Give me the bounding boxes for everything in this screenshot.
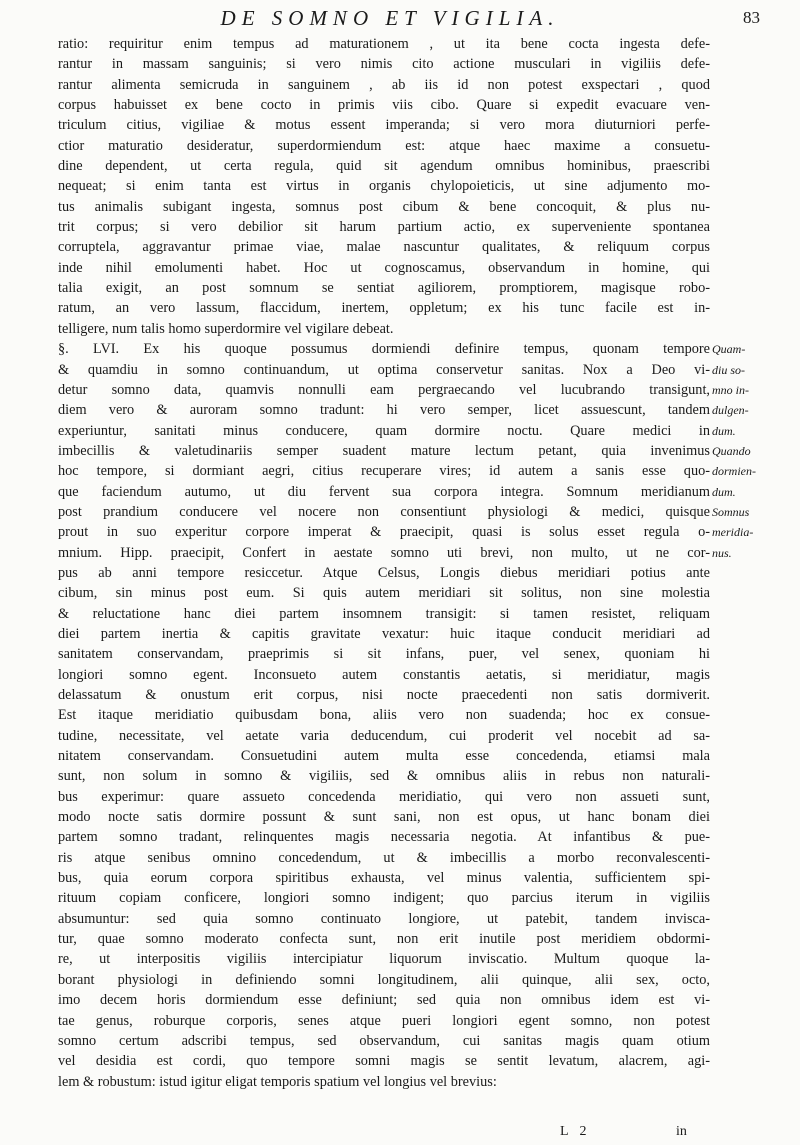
- body-text: [58, 34, 710, 1092]
- text-line: modo nocte satis dormire possunt & sunt sani, non est opus, ut hanc bonam diei: [58, 809, 710, 826]
- margin-note: Quam-: [712, 342, 746, 357]
- text-line: nitatem conservandam. Consuetudini autem multa esse concedenda, etiamsi mala: [58, 748, 710, 765]
- text-line: Est itaque meridiatio quibusdam bona, aliis vero non suadenda; hoc ex consue-: [58, 707, 710, 724]
- text-line: rantur alimenta semicruda in sanguinem , ab iis id non potest exspectari , quod: [58, 76, 710, 93]
- text-line: ctior maturatio desideratur, superdormiendum est: atque haec maxime a consuetu-: [58, 137, 710, 154]
- text-line: experiuntur, sanitati minus conducere, quam dormire noctu. Quare medici in: [58, 422, 710, 439]
- margin-note: Somnus: [712, 505, 750, 520]
- text-line: corpus habuisset ex bene cocto in primis viis cibo. Quare si expedit evacuare ven-: [58, 97, 710, 114]
- text-line: mnium. Hipp. praecipit, Confert in aestate somno uti brevi, non multo, ut ne cor-: [58, 544, 710, 561]
- page-number: 83: [743, 8, 760, 27]
- text-line: ratio: requiritur enim tempus ad maturationem , ut ita bene cocta ingesta defe-: [58, 36, 710, 52]
- text-line: & quamdiu in somno continuandum, ut optima conservetur sanitas. Nox a Deo vi-: [58, 361, 710, 378]
- text-line: sanitatem conservandam, praeprimis si sit infans, puer, vel senex, quoniam hi: [58, 646, 710, 663]
- text-line: rantur in massam sanguinis; si vero nimis cito actione musculari in vigiliis defe-: [58, 56, 710, 73]
- text-line: rituum copiam conficere, longiori somno indigent; quo parcius iterum in vigiliis: [58, 890, 710, 907]
- text-line: sunt, non solum in somno & vigiliis, sed & omnibus aliis in rebus non naturali-: [58, 768, 710, 785]
- text-line: cibum, sin minus post eum. Si quis autem meridiari sit solitus, non sine molestia: [58, 585, 710, 602]
- text-line: imo decem horis dormiendum esse definiunt; sed quia non omnibus idem est vi-: [58, 992, 710, 1009]
- text-line: nequeat; si enim tanta est virtus in organis chylopoieticis, ut sine adjumento mo-: [58, 178, 710, 195]
- text-line: & reluctatione hanc diei partem insomnem transigit: si tamen resistet, reliquam: [58, 605, 710, 622]
- margin-note: diu so-: [712, 362, 745, 377]
- running-head: [100, 6, 760, 36]
- margin-note: dum.: [712, 423, 736, 438]
- text-line: triculum citius, vigiliae & motus essent imperanda; si vero mora diuturniori perfe-: [58, 117, 710, 134]
- text-line: talia exigit, an post somnum se sentiat agiliorem, promptiorem, magisque robo-: [58, 280, 710, 297]
- text-line: somno certum adscribi tempus, sed observandum, cui sanitas magis quam otium: [58, 1032, 710, 1049]
- text-line: tudine, necessitate, vel aetate varia deducendum, cui proderit vel nocebit ad sa-: [58, 727, 710, 744]
- text-line: partem somno tradant, relinquentes magis necessaria negotia. At infantibus & pue-: [58, 829, 710, 846]
- margin-note: meridia-: [712, 525, 754, 540]
- text-line: hoc tempore, si dormiant aegri, citius recuperare vires; id autem a sanis esse quo-: [58, 463, 710, 480]
- text-line: §. LVI. Ex his quoque possumus dormiendi definire tempus, quonam tempore: [58, 341, 710, 358]
- text-line: post prandium conducere vel nocere non consentiunt physiologi & medici, quisque: [58, 503, 710, 520]
- text-line: ratum, an vero lassum, flaccidum, inertem, oppletum; ex his tunc facile est in-: [58, 300, 710, 317]
- text-line: corruptela, aggravantur primae viae, malae nascuntur qualitates, & reliquum corpus: [58, 239, 710, 256]
- text-line: vel desidia est cordi, quo tempore somni magis se sentit levatum, alacrem, agi-: [58, 1053, 710, 1070]
- margin-note: dulgen-: [712, 403, 749, 418]
- margin-note: dormien-: [712, 464, 756, 479]
- text-line: lem & robustum: istud igitur eligat temporis spatium vel longius vel brevius:: [58, 1073, 497, 1090]
- text-line: longiori somno egent. Inconsueto autem constantis aetatis, si meridiatur, magis: [58, 666, 710, 683]
- text-line: ris atque senibus omnino concedendum, ut & imbecillis a morbo reconvalescenti-: [58, 849, 710, 866]
- text-line: inde nihil emolumenti habet. Hoc ut cognoscamus, observandum in homine, qui: [58, 259, 710, 276]
- catchword: in: [676, 1124, 687, 1139]
- margin-note: Quando: [712, 444, 751, 458]
- margin-note: mno in-: [712, 382, 749, 397]
- text-line: delassatum & onustum erit corpus, nisi nocte praecedenti non satis dormiverit.: [58, 687, 710, 703]
- text-line: bus experimur: quare assueto concedenda meridiatio, qui vero non assueti sunt,: [58, 788, 710, 805]
- text-line: tus animalis subigant ingesta, somnus post cibum & bene concoquit, & plus nu-: [58, 198, 710, 215]
- text-line: telligere, num talis homo superdormire vel vigilare debeat.: [58, 320, 394, 337]
- text-line: imbecillis & valetudinariis semper suadent mature lectum petant, quia invenimus: [58, 442, 710, 459]
- text-line: diem vero & auroram somno tradunt: hi vero semper, licet assuescunt, tandem: [58, 402, 710, 419]
- running-title: DE SOMNO ET VIGILIA.: [220, 6, 560, 30]
- text-line: absumuntur: sed quia somno continuato longiore, ut patebit, tandem invisca-: [58, 910, 710, 927]
- text-line: prout in suo experitur corpore imperat & praecipit, quasi is solus esset regula o-: [58, 524, 710, 541]
- text-line: dine dependent, ut certa regula, quid sit agendum omnibus hominibus, praescribi: [58, 158, 710, 175]
- text-line: trit corpus; si vero debilior sit harum partium actio, ex superveniente spontanea: [58, 219, 710, 236]
- text-line: bus, quia eorum corpora spiritibus exhausta, vel minus valentia, sufficientem spi-: [58, 870, 710, 887]
- text-line: pus ab anni tempore resiccetur. Atque Celsus, Longis diebus meridiari potius ante: [58, 564, 710, 581]
- margin-note: nus.: [712, 545, 732, 560]
- text-line: que faciendum autumo, ut diu fervent sua corpora integra. Somnum meridianum: [58, 483, 710, 500]
- text-line: detur somno data, quamvis nonnulli eam pergraecando vel lucubrando transigunt,: [58, 381, 710, 398]
- text-line: tae genus, roburque corporis, senes atque pueri longiori egent somno, non potest: [58, 1012, 710, 1029]
- text-line: tur, quae somno moderato confecta sunt, non erit inutile post meridiem obdormi-: [58, 931, 710, 948]
- signature-mark: L 2: [560, 1124, 591, 1139]
- text-line: borant physiologi in definiendo somni longitudinem, alii quinque, alii sex, octo,: [58, 971, 710, 988]
- text-line: re, ut interpositis vigiliis intercipiatur liquorum inviscatio. Multum quoque la-: [58, 951, 710, 968]
- margin-note: dum.: [712, 484, 736, 499]
- text-line: diei partem inertia & capitis gravitate vexatur: huic itaque conducit meridiari ad: [58, 625, 710, 642]
